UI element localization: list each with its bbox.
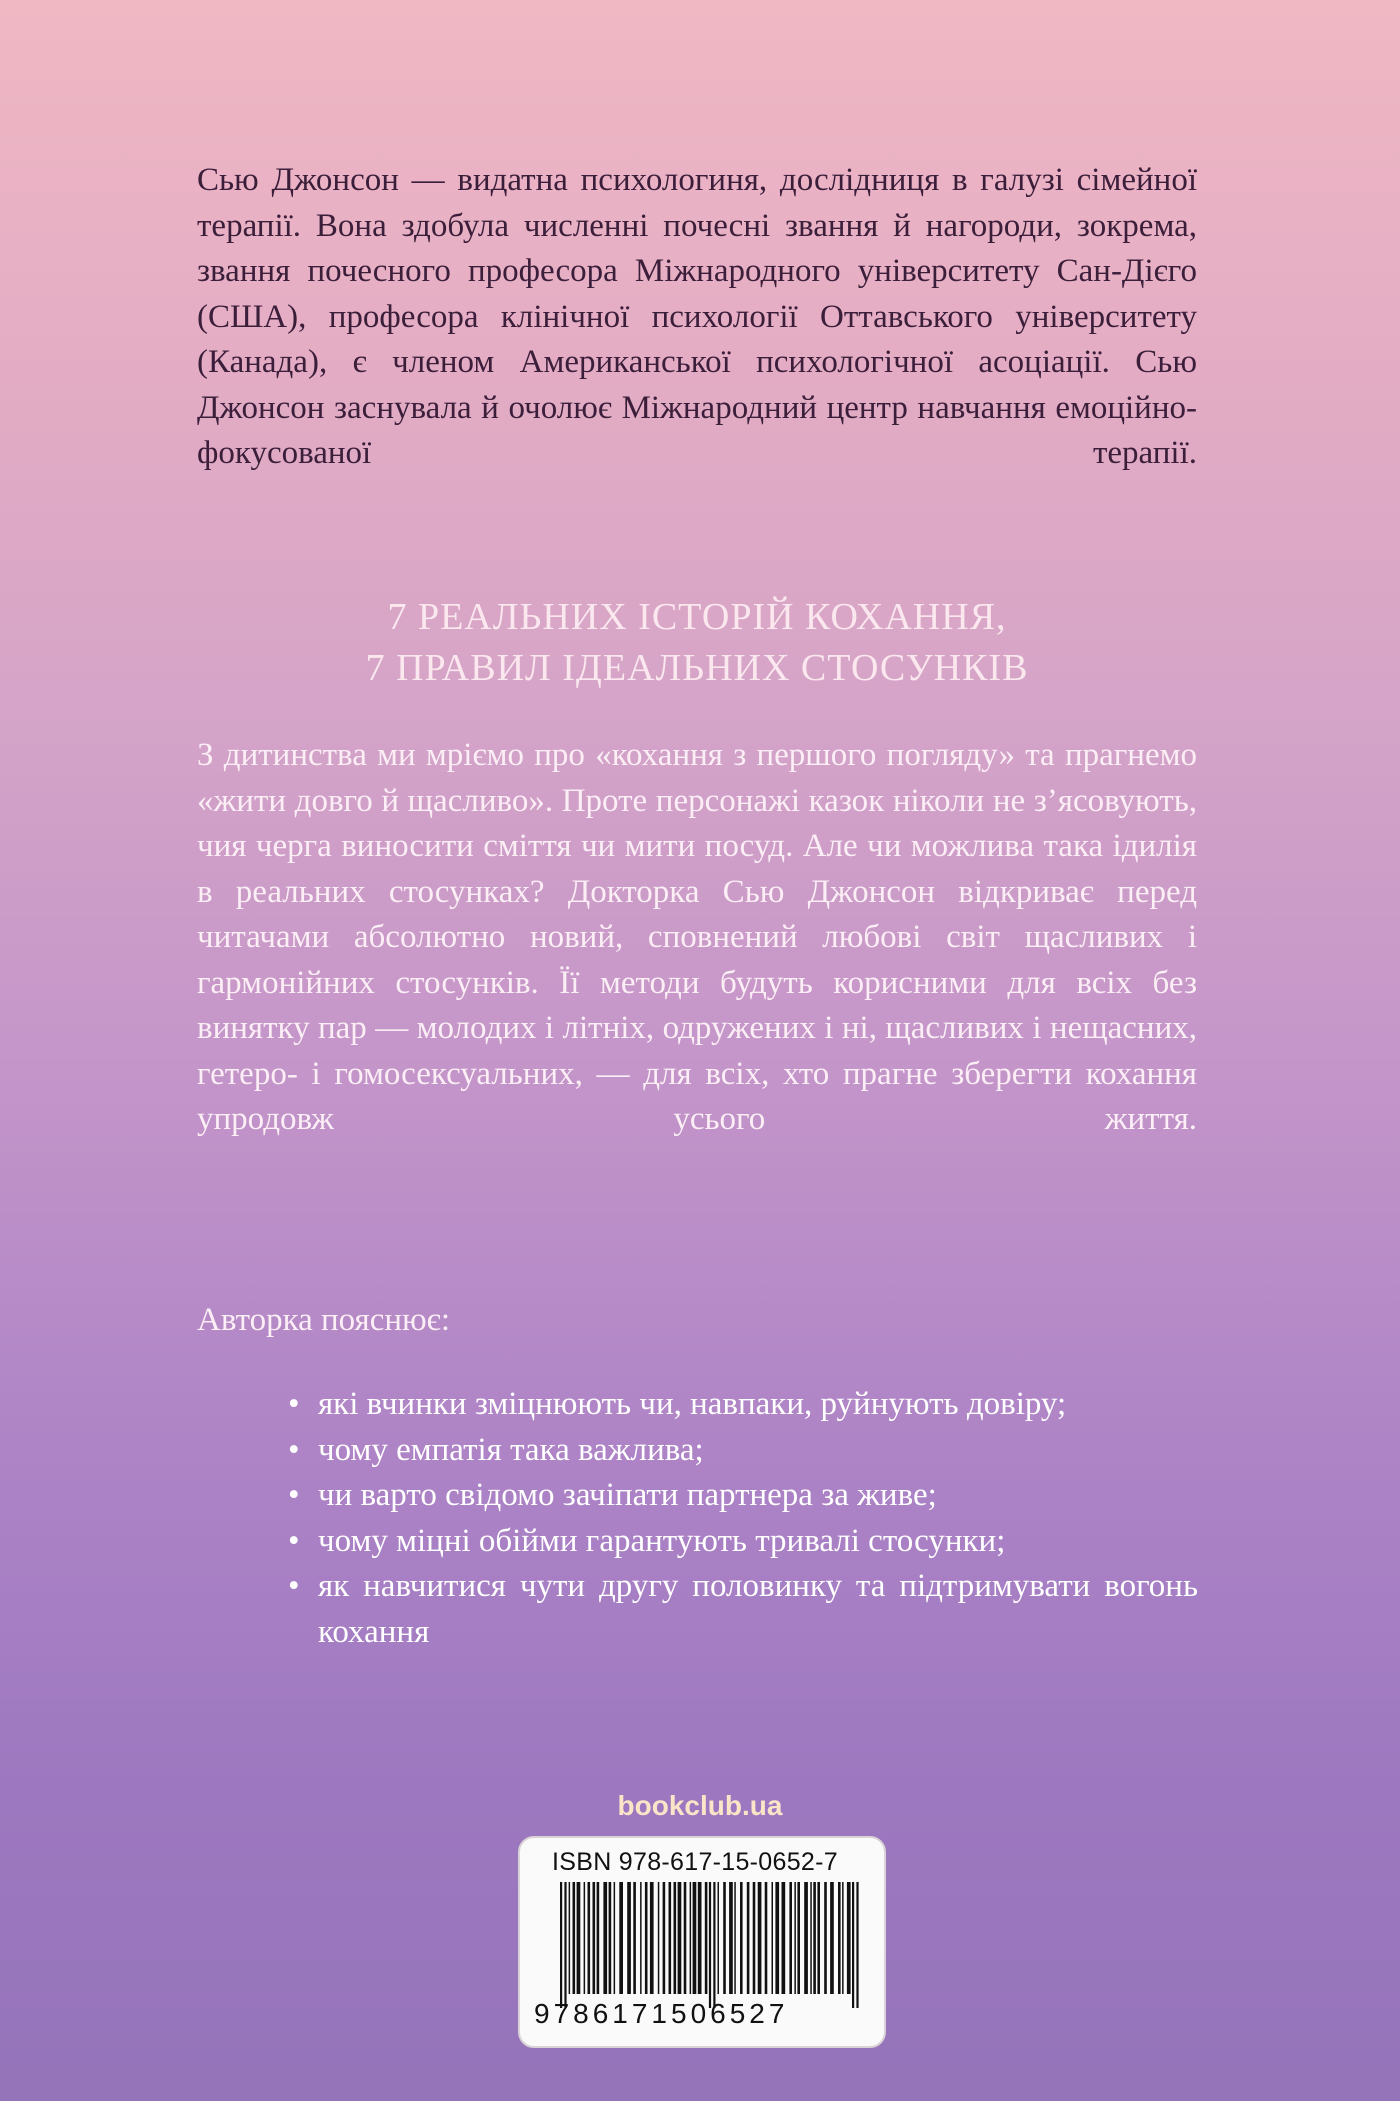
book-description: З дитинства ми мріємо про «кохання з першого погляду» та прагнемо «жити довго й щасливо». Проте персонажі казок ніколи не з’ясовують, чия черга виносити сміття чи мити посуд. Але чи можлива така ідилія в реальних стосунках? Докторка Сью Джонсон відкриває перед читачами абсолютно новий, сповнений любові світ щасливих і гармонійних стосунків. Її методи будуть корисними для всіх без винятку пар — молодих і літніх, одружених і ні, щасливих і нещасних, гетеро- і гомосексуальних, — для всіх, хто прагне зберегти кохання упродовж усього життя. <box>197 737 1197 1137</box>
barcode-guard-bar <box>856 1882 858 2008</box>
barcode-bar <box>693 1882 697 1994</box>
barcode-bar <box>782 1882 786 1994</box>
barcode-bar <box>684 1882 687 1994</box>
barcode-bar <box>569 1882 571 1994</box>
heading-line-2: 7 ПРАВИЛ ІДЕАЛЬНИХ СТОСУНКІВ <box>365 647 1029 689</box>
barcode-guard-bar <box>709 1882 711 2008</box>
isbn-label: ISBN 978-617-15-0652-7 <box>552 1848 838 1876</box>
barcode-bar <box>597 1882 600 1994</box>
barcode-bar <box>838 1882 841 1994</box>
barcode-bar <box>758 1882 762 1994</box>
barcode-panel <box>518 1836 886 2048</box>
author-explains-label: Авторка пояснює: <box>197 1302 451 1338</box>
ean-digits: 9786171506527 <box>534 1998 789 2029</box>
barcode-bar <box>817 1882 820 1994</box>
barcode-bar <box>573 1882 576 1994</box>
barcode-bar <box>669 1882 672 1994</box>
barcode-bar <box>729 1882 733 1994</box>
bullet-item-fire: • як навчитися чути другу половинку та підтримувати вогонь кохання <box>288 1564 1198 1655</box>
barcode-guard-bar <box>564 1882 566 2008</box>
barcode-bar <box>842 1882 844 1994</box>
barcode-guard-bar <box>713 1882 715 2008</box>
barcode-bar <box>645 1882 648 1994</box>
barcode-bar <box>804 1882 808 1994</box>
section-heading <box>197 592 1197 694</box>
barcode-bar <box>797 1882 800 1994</box>
barcode-bar <box>640 1882 642 1994</box>
barcode-bar <box>674 1882 677 1994</box>
barcode-bar <box>723 1882 726 1994</box>
publisher-website: bookclub.ua <box>617 1790 783 1821</box>
barcode-bar <box>633 1882 636 1994</box>
barcode-bar <box>614 1882 616 1994</box>
author-bio: Сью Джонсон — видатна психологиня, дослідниця в галузі сімейної терапії. Вона здобула численні почесні звання й нагороди, зокрема, звання почесного професора Міжнародного університету Сан-Дієго (США), професора клінічної психології Оттавського університету (Канада), є членом Американської психологічної асоціації. Сью Джонсон заснувала й очолює Міжнародний центр навчання емоційно-фокусованої терапії. <box>197 162 1197 471</box>
barcode-bar <box>813 1882 816 1994</box>
barcode-bar <box>658 1882 660 1994</box>
bullet-list <box>288 1382 1198 1655</box>
barcode-bar <box>678 1882 682 1994</box>
barcode-bar <box>734 1882 736 1994</box>
barcode-bar <box>705 1882 708 1994</box>
barcode-bar <box>619 1882 623 1994</box>
heading-line-1: 7 РЕАЛЬНИХ ІСТОРІЙ КОХАННЯ, <box>387 596 1007 638</box>
barcode-bar <box>718 1882 720 1994</box>
barcode-bar <box>772 1882 774 1994</box>
barcode-bar <box>690 1882 692 1994</box>
barcode-bar <box>588 1882 591 1994</box>
barcode-guard-bar <box>560 1882 562 2008</box>
barcode-bar <box>847 1882 851 1994</box>
barcode-bar <box>698 1882 702 1994</box>
barcode-bar <box>765 1882 768 1994</box>
bullet-item-hugs: • чому міцні обійми гарантують тривалі стосунки; <box>288 1519 1198 1565</box>
barcode-bar <box>609 1882 612 1994</box>
barcode-guard-bar <box>852 1882 854 2008</box>
bullet-item-partner: • чи варто свідомо зачіпати партнера за живе; <box>288 1473 1198 1519</box>
barcode-bar <box>810 1882 812 1994</box>
barcode-bar <box>775 1882 779 1994</box>
bullet-item-empathy: • чому емпатія така важлива; <box>288 1428 1198 1474</box>
barcode-bar <box>650 1882 654 1994</box>
barcode-bar <box>830 1882 834 1994</box>
barcode-bar <box>584 1882 586 1994</box>
bullet-item-trust: • які вчинки зміцнюють чи, навпаки, руйнують довіру; <box>288 1382 1198 1428</box>
barcode-bar <box>593 1882 596 1994</box>
barcode-bar <box>789 1882 792 1994</box>
barcode-bar <box>627 1882 631 1994</box>
barcode-bar <box>753 1882 756 1994</box>
barcode-bar <box>824 1882 827 1994</box>
barcode-bar <box>747 1882 750 1994</box>
barcode-bar <box>794 1882 796 1994</box>
barcode-bar <box>577 1882 581 1994</box>
barcode-bar <box>603 1882 607 1994</box>
barcode-bar <box>663 1882 666 1994</box>
barcode-bar <box>740 1882 743 1994</box>
